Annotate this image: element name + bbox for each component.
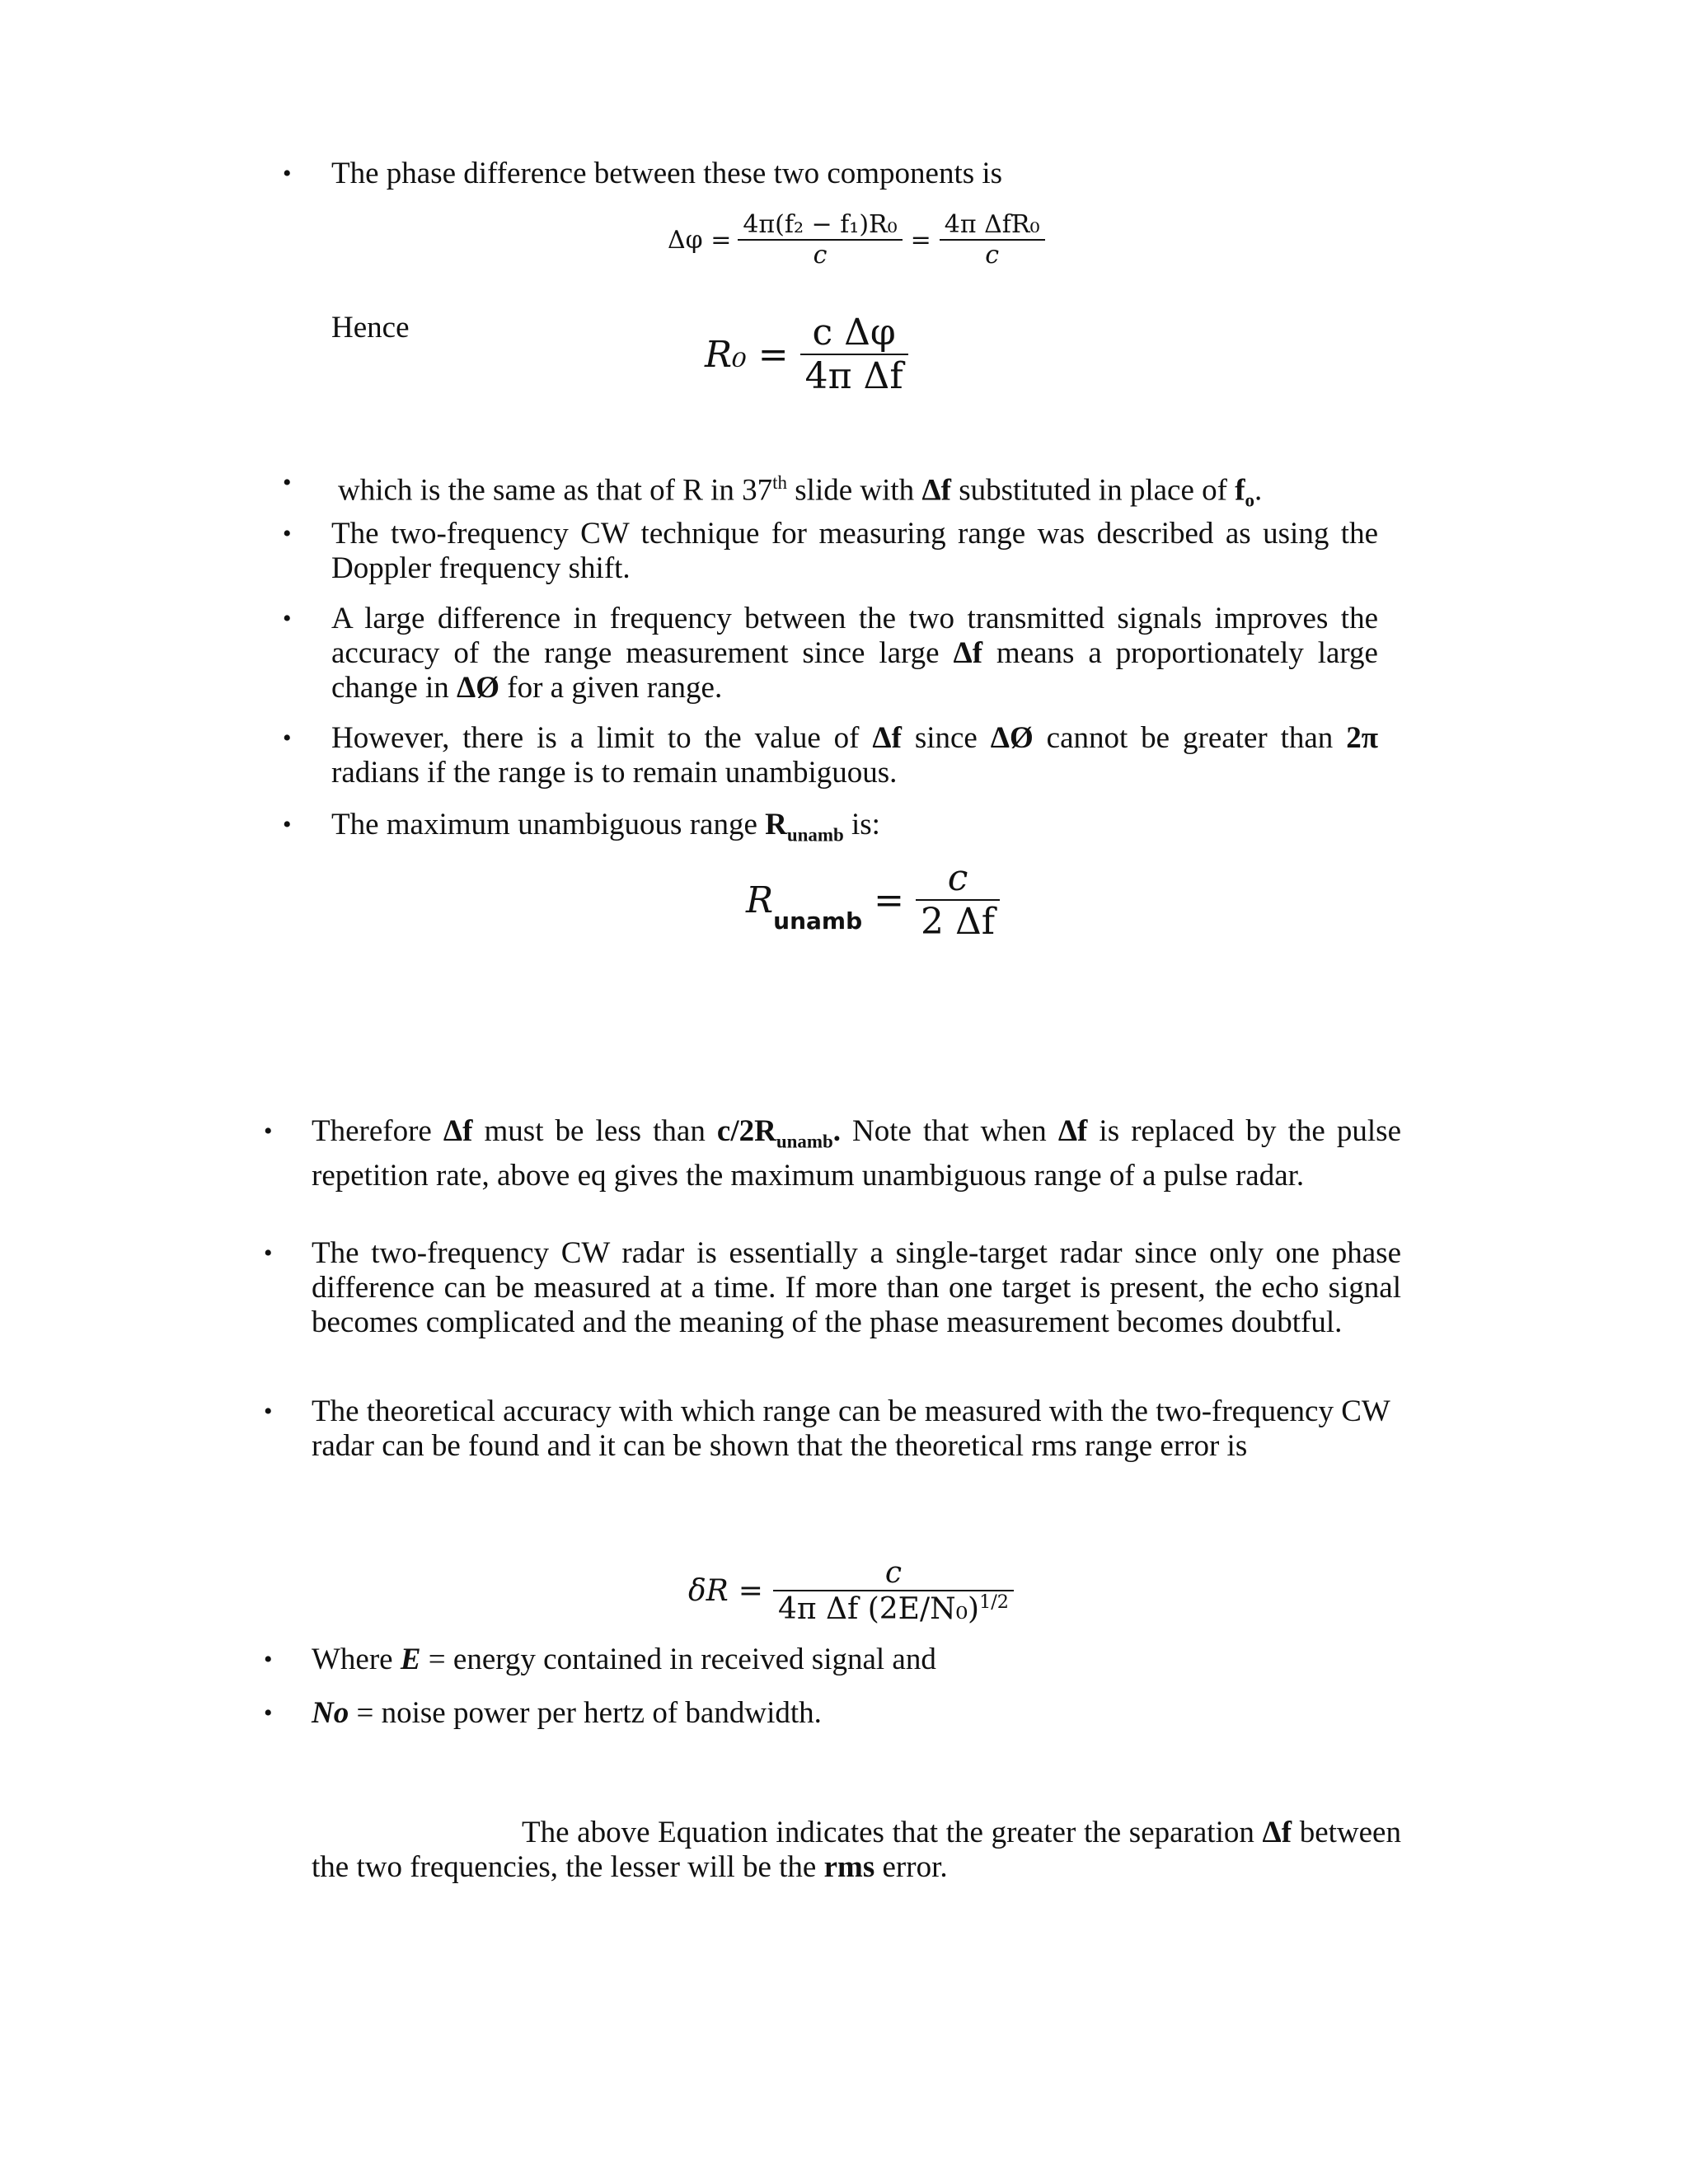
b4-text-1: A large difference in frequency between the two transmitted signals improves the accuracy of the range measurement since large xyxy=(331,602,1378,670)
eq3-fraction xyxy=(916,857,1000,943)
paragraph-therefore-delta-f xyxy=(312,1114,1401,1193)
b2-text-3: substituted in place of xyxy=(950,473,1236,508)
b7-text-3: Note that when xyxy=(840,1114,1058,1148)
b6-R: R xyxy=(765,808,787,841)
b7-delta-f: Δf xyxy=(443,1114,473,1148)
eq3-equals: = xyxy=(874,879,904,921)
b2-subscript: o xyxy=(1245,490,1255,511)
b10-text-2: = energy contained in received signal and xyxy=(420,1643,936,1676)
paragraph-max-unambiguous-range xyxy=(331,808,1378,852)
paragraph-single-target-radar: The two-frequency CW radar is essentially a single-target radar since only one phase difference can be measured at a time. If more than one target is present, the echo signal becomes complicated and the meaning of the phase measurement becomes doubtful. xyxy=(312,1236,1401,1339)
b10-text-1: Where xyxy=(312,1643,401,1676)
bullet-marker: • xyxy=(283,724,292,752)
b2-text-1: which is the same as that of R in 37 xyxy=(338,473,773,508)
b6-subscript: unamb xyxy=(786,824,844,846)
eq1-equals: = xyxy=(910,225,931,255)
b5-text-2: since xyxy=(901,721,991,755)
paragraph-two-frequency-technique: The two-frequency CW technique for measuring range was described as using the Doppler frequency shift. xyxy=(331,517,1378,585)
b4-delta-phi: ΔØ xyxy=(457,671,500,705)
paragraph-theoretical-accuracy: The theoretical accuracy with which range can be measured with the two-frequency CW radar can be found and it can be shown that the theoretical rms range error is xyxy=(312,1394,1390,1463)
b11-text-1: = noise power per hertz of bandwidth. xyxy=(349,1696,822,1730)
b7-c-over-2R: c/2R xyxy=(716,1114,776,1148)
eq1-frac1-numerator: 4π(f₂ − f₁)R₀ xyxy=(743,210,898,239)
equation-rms-range-error xyxy=(688,1556,1014,1626)
eq2-lhs: R₀ xyxy=(705,333,747,376)
b5-two-pi: 2π xyxy=(1346,721,1378,755)
b7-text-4: is replaced by the pulse repetition rate, above eq gives the maximum unambiguous range of a pulse radar. xyxy=(312,1114,1402,1193)
b6-text-2: is: xyxy=(843,808,880,841)
closing-text-1: The above Equation indicates that the greater the separation xyxy=(522,1816,1263,1849)
b4-text-2: means a proportionately large change in xyxy=(331,636,1378,705)
eq4-denominator: 4π Δf (2E/N₀) xyxy=(777,1592,980,1626)
b2-f: f xyxy=(1235,473,1245,508)
paragraph-No xyxy=(312,1696,1401,1731)
eq2-denominator: 4π Δf xyxy=(804,355,903,397)
b4-delta-f: Δf xyxy=(953,636,983,670)
hence-label: Hence xyxy=(331,311,410,344)
eq4-denominator-exponent: 1/2 xyxy=(979,1591,1009,1613)
bullet-marker: • xyxy=(264,1118,273,1145)
b10-E: E xyxy=(400,1643,421,1676)
b2-text-4: . xyxy=(1254,473,1263,508)
b5-text-3: cannot be greater than xyxy=(1033,721,1347,755)
eq2-equals: = xyxy=(757,333,789,376)
b7-text-1: Therefore xyxy=(312,1114,443,1148)
eq4-fraction xyxy=(773,1556,1014,1626)
bullet-marker: • xyxy=(264,1699,273,1727)
bullet-marker: • xyxy=(283,469,292,496)
paragraph-large-difference xyxy=(331,602,1378,705)
closing-text-3: error. xyxy=(874,1850,948,1884)
b11-No: No xyxy=(312,1696,349,1730)
equation-range-R0 xyxy=(705,312,908,397)
bullet-marker: • xyxy=(264,1398,273,1425)
b7-delta-f-2: Δf xyxy=(1057,1114,1088,1148)
equation-R-unamb xyxy=(746,857,1000,943)
eq4-numerator: c xyxy=(884,1556,903,1590)
b7-text-2: must be less than xyxy=(472,1114,717,1148)
eq1-fraction-2 xyxy=(940,210,1045,269)
b2-delta-f: Δf xyxy=(921,473,951,508)
b2-superscript: th xyxy=(772,472,788,493)
bullet-marker: • xyxy=(264,1646,273,1673)
eq3-lhs: R xyxy=(746,879,774,921)
eq1-fraction-1 xyxy=(738,210,902,269)
bullet-marker: • xyxy=(283,811,292,838)
bullet-marker: • xyxy=(283,160,292,187)
b2-text-2: slide with xyxy=(787,473,922,508)
eq4-equals: = xyxy=(738,1574,763,1608)
eq1-frac1-denominator: c xyxy=(813,241,828,269)
b5-delta-f: Δf xyxy=(872,721,902,755)
eq4-lhs: δR xyxy=(688,1574,729,1608)
bullet-marker: • xyxy=(264,1240,273,1267)
bullet-marker: • xyxy=(283,520,292,547)
b5-text-4: radians if the range is to remain unambiguous. xyxy=(331,756,898,790)
paragraph-limit-delta-f xyxy=(331,721,1378,790)
eq2-fraction xyxy=(800,312,908,397)
paragraph-phase-difference: The phase difference between these two components is xyxy=(331,157,1003,190)
bullet-marker: • xyxy=(283,605,292,632)
paragraph-same-as-R xyxy=(338,466,1434,518)
closing-delta-f: Δf xyxy=(1262,1816,1292,1849)
paragraph-closing xyxy=(312,1816,1401,1885)
closing-text-2: between the two frequencies, the lesser will be the xyxy=(312,1816,1401,1884)
equation-phase-difference xyxy=(668,210,1045,269)
paragraph-where-E xyxy=(312,1643,1401,1677)
eq4-denominator-wrap xyxy=(773,1591,1014,1626)
b5-delta-phi: ΔØ xyxy=(990,721,1034,755)
b4-text-3: for a given range. xyxy=(499,671,723,705)
b7-subscript: unamb xyxy=(776,1131,833,1152)
b7-period: . xyxy=(832,1114,841,1148)
b6-text-1: The maximum unambiguous range xyxy=(331,808,766,841)
b5-text-1: However, there is a limit to the value of xyxy=(331,721,873,755)
eq2-numerator: c Δφ xyxy=(812,312,896,354)
eq1-frac2-numerator: 4π ΔfR₀ xyxy=(944,210,1040,239)
eq1-frac2-denominator: c xyxy=(985,241,1000,269)
eq3-denominator: 2 Δf xyxy=(921,901,996,943)
eq3-numerator: c xyxy=(947,857,968,899)
eq1-lhs: Δφ = xyxy=(668,225,732,255)
eq3-lhs-subscript: unamb xyxy=(773,907,863,935)
closing-rms: rms xyxy=(823,1850,875,1884)
